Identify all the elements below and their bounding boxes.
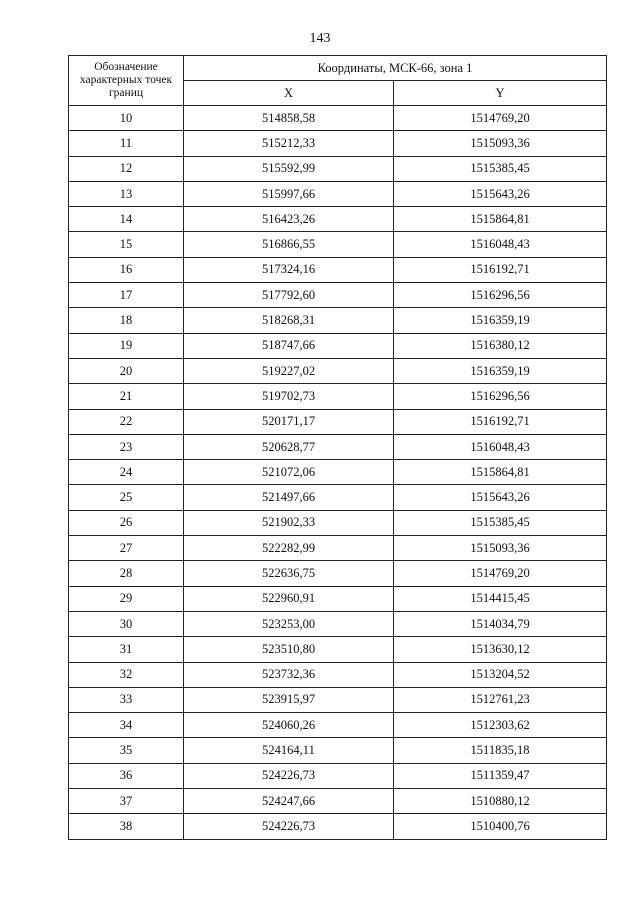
coordinates-table (68, 55, 607, 840)
x-coordinate-cell: 522636,75 (184, 561, 394, 586)
table-row (69, 106, 607, 131)
y-coordinate-cell: 1516192,71 (394, 257, 607, 282)
point-number-cell: 25 (69, 485, 184, 510)
y-coordinate-cell: 1516296,56 (394, 283, 607, 308)
point-number-cell: 24 (69, 460, 184, 485)
table-row (69, 207, 607, 232)
x-coordinate-cell: 523253,00 (184, 611, 394, 636)
y-coordinate-cell: 1515093,36 (394, 131, 607, 156)
point-number-cell: 26 (69, 510, 184, 535)
x-coordinate-cell: 521902,33 (184, 510, 394, 535)
table-row (69, 409, 607, 434)
header-row-top (69, 56, 607, 81)
point-number-cell: 18 (69, 308, 184, 333)
table-row (69, 713, 607, 738)
x-coordinate-cell: 521497,66 (184, 485, 394, 510)
y-coordinate-cell: 1514769,20 (394, 561, 607, 586)
point-number-cell: 30 (69, 611, 184, 636)
point-number-cell: 33 (69, 687, 184, 712)
table-row (69, 232, 607, 257)
table-row (69, 181, 607, 206)
table-row (69, 308, 607, 333)
y-coordinate-cell: 1515643,26 (394, 181, 607, 206)
x-coordinate-cell: 517324,16 (184, 257, 394, 282)
table-header (69, 56, 607, 106)
x-coordinate-cell: 520171,17 (184, 409, 394, 434)
y-coordinate-cell: 1512761,23 (394, 687, 607, 712)
point-number-cell: 37 (69, 789, 184, 814)
y-coordinate-cell: 1516048,43 (394, 434, 607, 459)
x-coordinate-cell: 523732,36 (184, 662, 394, 687)
y-coordinate-cell: 1516359,19 (394, 308, 607, 333)
point-number-cell: 38 (69, 814, 184, 839)
y-coordinate-cell: 1516380,12 (394, 333, 607, 358)
x-coordinate-cell: 516423,26 (184, 207, 394, 232)
y-coordinate-cell: 1516048,43 (394, 232, 607, 257)
table-row (69, 384, 607, 409)
y-coordinate-cell: 1515093,36 (394, 536, 607, 561)
point-number-cell: 28 (69, 561, 184, 586)
x-coordinate-cell: 523915,97 (184, 687, 394, 712)
x-coordinate-cell: 524226,73 (184, 814, 394, 839)
point-number-cell: 12 (69, 156, 184, 181)
x-column-header: X (184, 81, 394, 106)
table-row (69, 131, 607, 156)
y-coordinate-cell: 1516192,71 (394, 409, 607, 434)
table-row (69, 536, 607, 561)
x-coordinate-cell: 519702,73 (184, 384, 394, 409)
coordinates-header: Координаты, МСК-66, зона 1 (184, 56, 607, 81)
table-row (69, 611, 607, 636)
table-row (69, 156, 607, 181)
table-row (69, 814, 607, 839)
table-row (69, 763, 607, 788)
x-coordinate-cell: 524164,11 (184, 738, 394, 763)
point-number-cell: 32 (69, 662, 184, 687)
y-coordinate-cell: 1512303,62 (394, 713, 607, 738)
y-coordinate-cell: 1516359,19 (394, 358, 607, 383)
x-coordinate-cell: 517792,60 (184, 283, 394, 308)
point-number-cell: 31 (69, 637, 184, 662)
y-coordinate-cell: 1515864,81 (394, 460, 607, 485)
table-row (69, 485, 607, 510)
x-coordinate-cell: 521072,06 (184, 460, 394, 485)
table-row (69, 358, 607, 383)
y-coordinate-cell: 1515385,45 (394, 510, 607, 535)
point-number-cell: 15 (69, 232, 184, 257)
y-coordinate-cell: 1510400,76 (394, 814, 607, 839)
y-coordinate-cell: 1513204,52 (394, 662, 607, 687)
x-coordinate-cell: 524060,26 (184, 713, 394, 738)
table-row (69, 283, 607, 308)
y-coordinate-cell: 1515385,45 (394, 156, 607, 181)
point-number-cell: 34 (69, 713, 184, 738)
x-coordinate-cell: 519227,02 (184, 358, 394, 383)
x-coordinate-cell: 515997,66 (184, 181, 394, 206)
x-coordinate-cell: 518268,31 (184, 308, 394, 333)
point-number-cell: 29 (69, 586, 184, 611)
table-row (69, 257, 607, 282)
x-coordinate-cell: 514858,58 (184, 106, 394, 131)
y-coordinate-cell: 1515643,26 (394, 485, 607, 510)
point-number-cell: 36 (69, 763, 184, 788)
table-row (69, 434, 607, 459)
y-coordinate-cell: 1515864,81 (394, 207, 607, 232)
x-coordinate-cell: 522282,99 (184, 536, 394, 561)
point-number-cell: 14 (69, 207, 184, 232)
y-coordinate-cell: 1514034,79 (394, 611, 607, 636)
point-number-cell: 22 (69, 409, 184, 434)
point-number-cell: 16 (69, 257, 184, 282)
table-row (69, 586, 607, 611)
table-row (69, 738, 607, 763)
x-coordinate-cell: 522960,91 (184, 586, 394, 611)
point-number-cell: 27 (69, 536, 184, 561)
point-number-cell: 35 (69, 738, 184, 763)
table-row (69, 687, 607, 712)
x-coordinate-cell: 523510,80 (184, 637, 394, 662)
x-coordinate-cell: 524247,66 (184, 789, 394, 814)
table-row (69, 662, 607, 687)
table-row (69, 510, 607, 535)
x-coordinate-cell: 515592,99 (184, 156, 394, 181)
y-coordinate-cell: 1514769,20 (394, 106, 607, 131)
x-coordinate-cell: 516866,55 (184, 232, 394, 257)
point-number-cell: 17 (69, 283, 184, 308)
point-number-cell: 13 (69, 181, 184, 206)
y-coordinate-cell: 1513630,12 (394, 637, 607, 662)
point-number-cell: 21 (69, 384, 184, 409)
table-row (69, 637, 607, 662)
point-number-cell: 19 (69, 333, 184, 358)
table-body (69, 106, 607, 840)
y-coordinate-cell: 1514415,45 (394, 586, 607, 611)
y-coordinate-cell: 1511835,18 (394, 738, 607, 763)
point-number-cell: 23 (69, 434, 184, 459)
x-coordinate-cell: 524226,73 (184, 763, 394, 788)
table-row (69, 561, 607, 586)
y-coordinate-cell: 1510880,12 (394, 789, 607, 814)
point-number-cell: 10 (69, 106, 184, 131)
page-number: 143 (309, 31, 331, 46)
x-coordinate-cell: 518747,66 (184, 333, 394, 358)
y-column-header: Y (394, 81, 607, 106)
x-coordinate-cell: 520628,77 (184, 434, 394, 459)
table-row (69, 333, 607, 358)
x-coordinate-cell: 515212,33 (184, 131, 394, 156)
table-row (69, 789, 607, 814)
y-coordinate-cell: 1516296,56 (394, 384, 607, 409)
point-number-cell: 20 (69, 358, 184, 383)
point-number-cell: 11 (69, 131, 184, 156)
y-coordinate-cell: 1511359,47 (394, 763, 607, 788)
table-row (69, 460, 607, 485)
point-designation-header: Обозначение характерных точек границ (69, 56, 184, 106)
